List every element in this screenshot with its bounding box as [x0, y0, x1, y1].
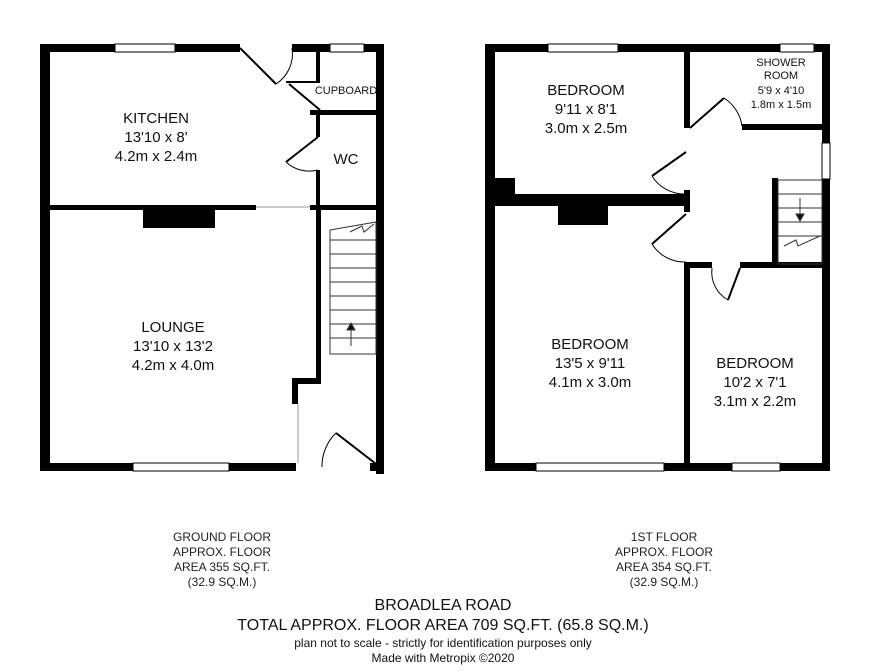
- bedroom3-name: BEDROOM: [716, 355, 794, 372]
- ground-floor-windows: [115, 44, 364, 471]
- kitchen-imperial: 13'10 x 8': [124, 129, 188, 146]
- bedroom2-name: BEDROOM: [551, 336, 629, 353]
- bedroom3-metric: 3.1m x 2.2m: [713, 393, 797, 410]
- kitchen-metric: 4.2m x 2.4m: [114, 148, 198, 165]
- bedroom2-metric: 4.1m x 3.0m: [548, 374, 632, 391]
- first-floor-caption-line4: (32.9 SQ.M.): [629, 575, 699, 589]
- credit: Made with Metropix ©2020: [371, 651, 515, 665]
- stairs-down-arrow-icon: [796, 214, 804, 221]
- kitchen-name: KITCHEN: [123, 110, 189, 127]
- bedroom1-imperial: 9'11 x 8'1: [554, 101, 618, 118]
- cupboard-name: CUPBOARD: [314, 85, 378, 97]
- wc-name: WC: [333, 151, 359, 168]
- bedroom3-imperial: 10'2 x 7'1: [723, 374, 787, 391]
- ground-floor-caption-line2: APPROX. FLOOR: [172, 545, 272, 559]
- lounge-name: LOUNGE: [141, 319, 205, 336]
- shower-imperial: 5'9 x 4'10: [757, 85, 805, 97]
- first-floor-caption-line3: AREA 354 SQ.FT.: [615, 560, 713, 574]
- first-floor-plan: [485, 44, 830, 471]
- first-floor-caption-line1: 1ST FLOOR: [630, 530, 698, 544]
- first-floor-caption: [590, 530, 738, 590]
- total-floor-area: TOTAL APPROX. FLOOR AREA 709 SQ.FT. (65.8 SQ.M.): [237, 617, 649, 634]
- bedroom1-metric: 3.0m x 2.5m: [544, 120, 628, 137]
- bedroom1-name: BEDROOM: [547, 82, 625, 99]
- shower-name-line1: SHOWER: [756, 57, 806, 69]
- ground-floor-caption: [148, 530, 296, 590]
- ground-floor-stairs: [330, 222, 376, 354]
- disclaimer: plan not to scale - strictly for identification purposes only: [294, 636, 592, 650]
- ground-floor-plan: [40, 44, 384, 474]
- property-title: BROADLEA ROAD: [374, 597, 512, 614]
- plan-footer: [0, 596, 886, 666]
- first-floor-caption-line2: APPROX. FLOOR: [614, 545, 714, 559]
- ground-floor-caption-line4: (32.9 SQ.M.): [187, 575, 257, 589]
- shower-metric: 1.8m x 1.5m: [750, 99, 812, 111]
- shower-name-line2: ROOM: [763, 70, 799, 82]
- ground-floor-caption-line3: AREA 355 SQ.FT.: [173, 560, 271, 574]
- lounge-imperial: 13'10 x 13'2: [133, 338, 213, 355]
- ground-floor-caption-line1: GROUND FLOOR: [172, 530, 271, 544]
- bedroom2-imperial: 13'5 x 9'11: [554, 355, 626, 372]
- ground-floor-walls: [40, 44, 384, 474]
- lounge-metric: 4.2m x 4.0m: [131, 357, 215, 374]
- first-floor-stairs: [778, 180, 822, 264]
